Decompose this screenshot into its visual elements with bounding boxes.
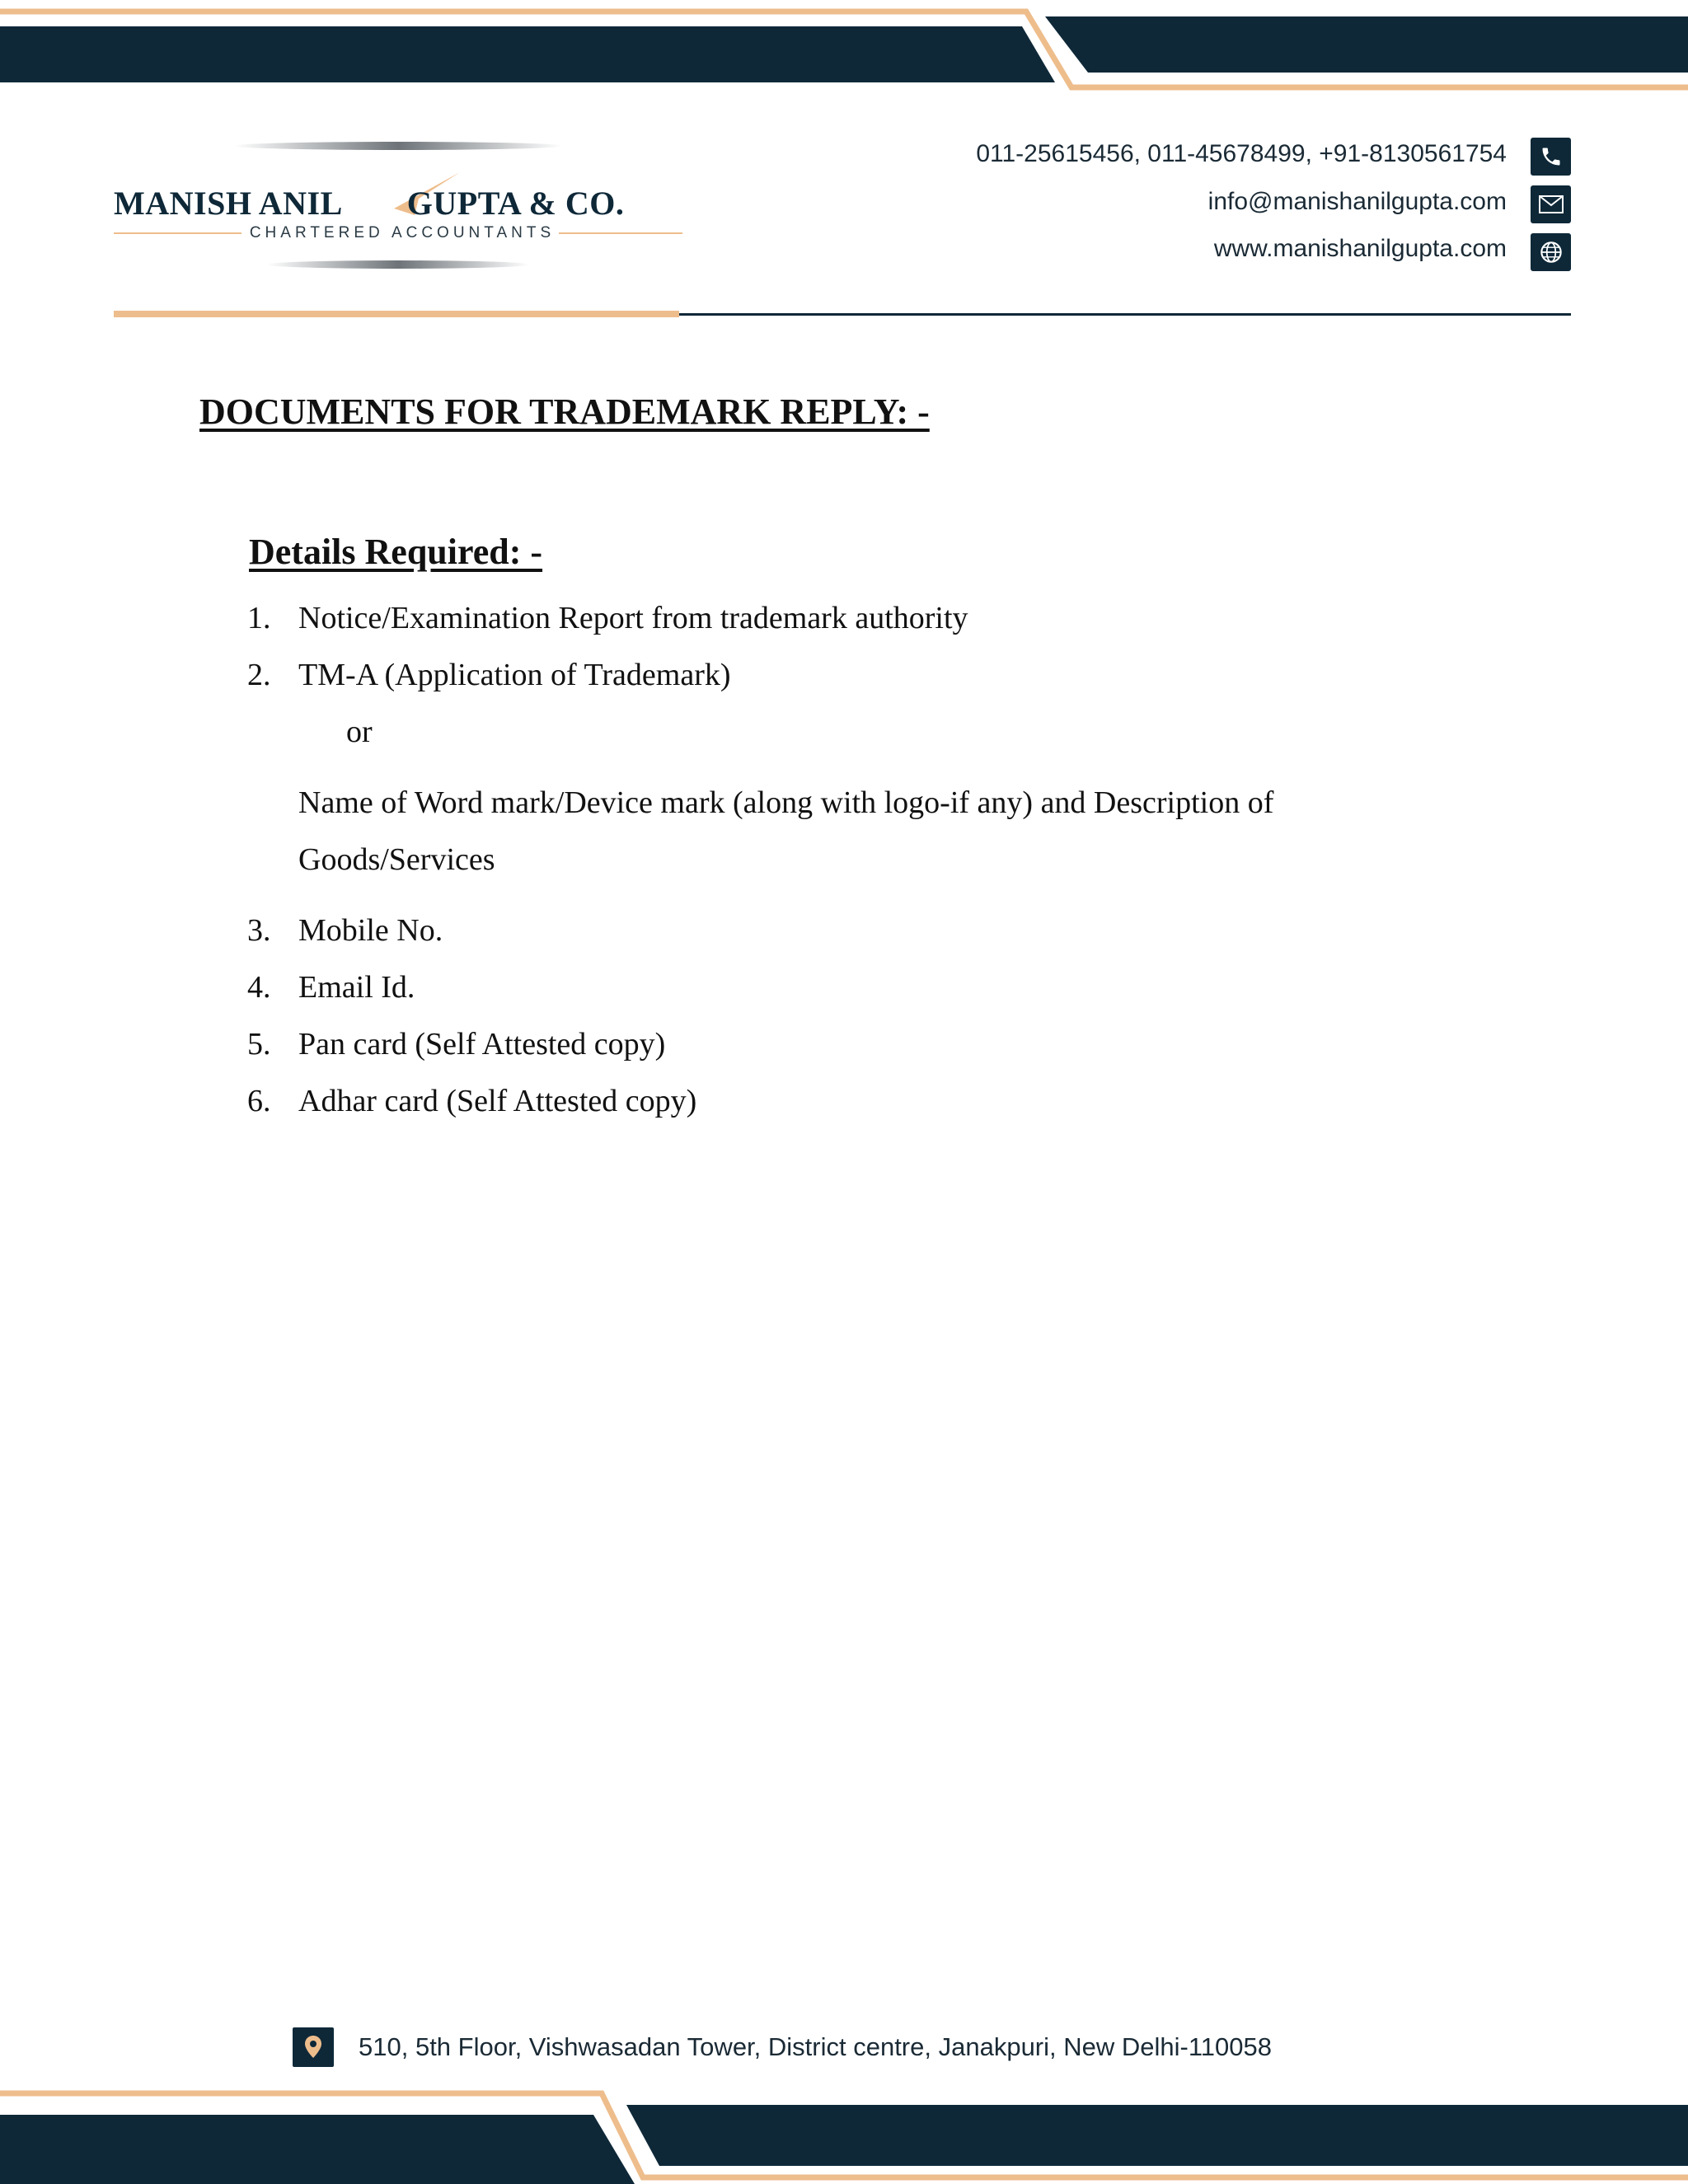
list-number: 6.	[247, 1084, 271, 1118]
firm-name	[114, 184, 682, 223]
firm-name-right: GUPTA & CO.	[406, 185, 625, 222]
location-pin-icon	[293, 2027, 334, 2067]
list-number: 3.	[247, 913, 271, 948]
globe-icon	[1531, 233, 1571, 271]
firm-name-left: MANISH ANIL	[114, 185, 343, 222]
alternative-line-2: Goods/Services	[298, 842, 495, 877]
email-address[interactable]: info@manishanilgupta.com	[1207, 188, 1507, 215]
list-number: 5.	[247, 1027, 271, 1062]
website-url[interactable]: www.manishanilgupta.com	[1213, 235, 1507, 262]
list-text: TM-A (Application of Trademark)	[298, 658, 731, 692]
list-number: 2.	[247, 658, 271, 692]
list-text: Notice/Examination Report from trademark authority	[298, 601, 968, 635]
footer-band	[0, 2085, 1688, 2184]
list-number: 1.	[247, 601, 271, 635]
header-rule-navy	[679, 313, 1571, 316]
section-title: Details Required: -	[249, 532, 543, 572]
list-text: Mobile No.	[298, 913, 443, 948]
list-text: Adhar card (Self Attested copy)	[298, 1084, 697, 1118]
header-rule-gold	[114, 311, 679, 317]
header-band	[0, 0, 1688, 99]
list-number: 4.	[247, 970, 271, 1005]
phone-numbers: 011-25615456, 011-45678499, +91-8130561754	[976, 140, 1507, 167]
or-text: or	[346, 715, 373, 749]
list-text: Email Id.	[298, 970, 415, 1005]
document-title: DOCUMENTS FOR TRADEMARK REPLY: -	[199, 391, 930, 432]
list-text: Pan card (Self Attested copy)	[298, 1027, 666, 1062]
firm-subtitle: CHARTERED ACCOUNTANTS	[249, 224, 556, 241]
phone-icon	[1531, 138, 1571, 176]
footer-address: 510, 5th Floor, Vishwasadan Tower, District centre, Janakpuri, New Delhi-110058	[359, 2032, 1272, 2061]
firm-logo	[114, 136, 682, 276]
mail-icon	[1531, 185, 1571, 223]
alternative-line-1: Name of Word mark/Device mark (along with logo-if any) and Description of	[298, 785, 1274, 820]
